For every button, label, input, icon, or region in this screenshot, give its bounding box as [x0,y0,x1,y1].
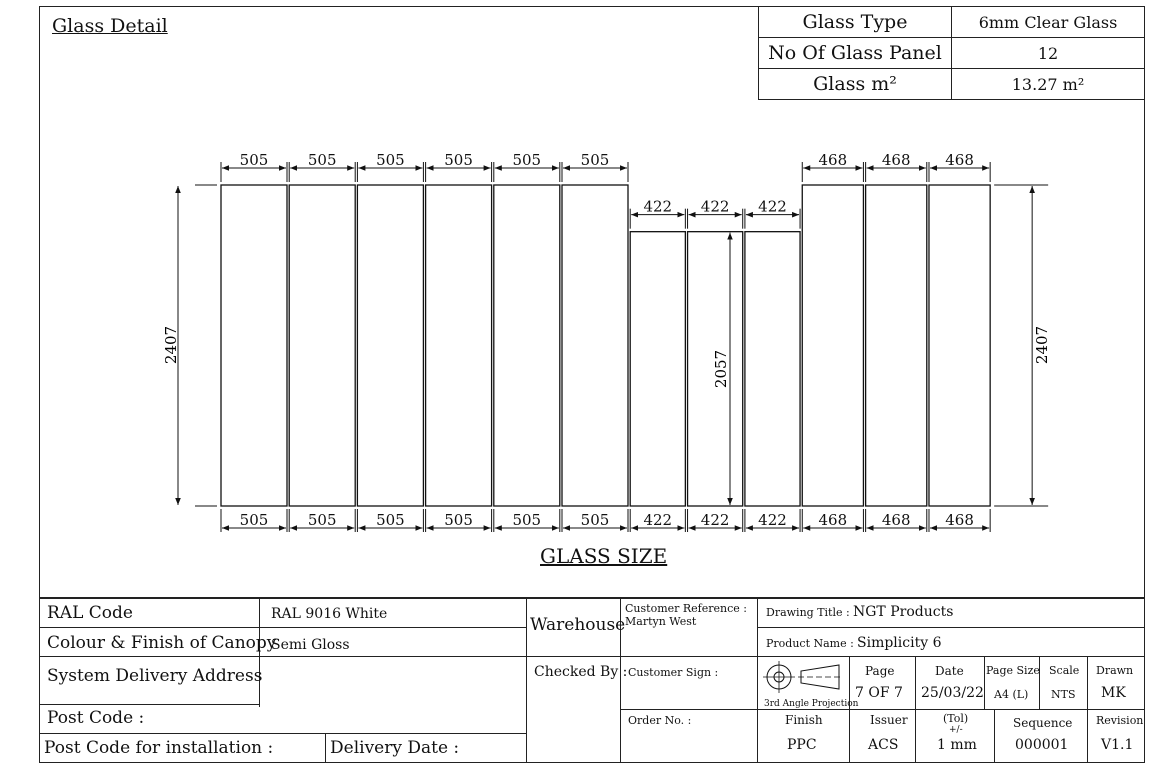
glass-panel-6 [562,185,628,506]
ral-code-label: RAL Code [47,603,133,623]
glass-panel-10 [802,185,863,506]
glass-panel-12 [929,185,990,506]
checked-by-label: Checked By : [534,664,628,680]
glass-area-value: 13.27 m² [952,69,1145,100]
glass-panel-1 [221,185,287,506]
scale-value: NTS [1051,688,1076,701]
ral-code-value: RAL 9016 White [271,606,388,622]
bottom-width-label-10: 468 [818,511,848,529]
tol-plus-minus: +/- [949,725,963,735]
glass-panel-11 [866,185,927,506]
top-width-label-3: 505 [376,151,405,169]
bottom-width-label-4: 505 [444,511,473,529]
top-width-label-5: 505 [512,151,542,169]
bottom-width-label-6: 505 [580,511,610,529]
panel-count-label: No Of Glass Panel [759,38,952,69]
bottom-width-label-7: 422 [643,511,673,529]
postcode-label: Post Code : [47,708,145,728]
finish-value: Semi Gloss [271,637,350,653]
drawn-value: MK [1101,685,1126,701]
sequence-label: Sequence [1013,716,1073,730]
bottom-width-label-9: 422 [758,511,787,529]
glass-panel-7 [630,232,685,506]
issuer-value: ACS [868,737,899,753]
glass-type-value: 6mm Clear Glass [952,7,1145,38]
revision-value: V1.1 [1101,737,1134,753]
date-value: 25/03/22 [921,685,984,701]
order-no-label: Order No. : [628,714,692,727]
projection-label: 3rd Angle Projection [764,699,859,709]
customer-ref-label: Customer Reference : [625,602,747,615]
drawn-label: Drawn [1096,664,1134,677]
page-size-label: Page Size [986,664,1040,677]
drawing-title-label: Drawing Title : [766,606,850,619]
panel-count-value: 12 [952,38,1145,69]
glass-panel-4 [426,185,492,506]
customer-sign-label: Customer Sign : [628,666,719,679]
top-width-label-10: 468 [818,151,848,169]
top-width-label-7: 422 [643,197,673,216]
drawing-heading: Glass Detail [52,15,168,37]
finish2-value: PPC [787,737,817,753]
customer-ref-value: Martyn West [625,615,697,628]
postcode-install-label: Post Code for installation : [44,738,274,758]
top-width-label-2: 505 [307,151,337,169]
revision-label: Revision [1096,714,1144,727]
glass-panel-9 [745,232,800,506]
top-width-label-6: 505 [580,151,610,169]
top-width-label-12: 468 [945,151,974,169]
mid-height-dim: 2057 [712,349,730,389]
bottom-width-label-2: 505 [307,511,337,529]
top-width-label-9: 422 [758,197,787,216]
date-label: Date [935,664,964,678]
bottom-width-label-12: 468 [945,511,974,529]
bottom-width-label-3: 505 [376,511,405,529]
glass-type-label: Glass Type [759,7,952,38]
right-height-dim: 2407 [1033,325,1051,365]
top-width-label-8: 422 [700,197,730,216]
title-block [39,597,1145,763]
scale-label: Scale [1049,664,1080,677]
issuer-label: Issuer [870,713,908,727]
bottom-width-label-5: 505 [512,511,542,529]
tol-value: 1 mm [937,737,977,753]
delivery-address-label: System Delivery Address [47,666,263,686]
page-size-value: A4 (L) [994,688,1029,701]
bottom-width-label-8: 422 [700,511,730,529]
glass-panel-2 [289,185,355,506]
top-width-label-1: 505 [239,151,269,169]
glass-size-caption: GLASS SIZE [540,544,668,568]
glass-panel-3 [357,185,423,506]
finish-label: Colour & Finish of Canopy [47,633,277,653]
drawing-title-value: NGT Products [853,604,954,620]
product-name-value: Simplicity 6 [857,635,942,651]
warehouse-label: Warehouse [530,615,626,635]
product-name-label: Product Name : [766,637,854,650]
finish2-label: Finish [785,713,823,727]
glass-area-label: Glass m² [759,69,952,100]
sequence-value: 000001 [1015,737,1069,753]
page-label: Page [865,664,895,678]
top-width-label-4: 505 [444,151,473,169]
bottom-width-label-11: 468 [881,511,911,529]
delivery-date-label: Delivery Date : [330,738,460,758]
top-width-label-11: 468 [881,151,911,169]
left-height-dim: 2407 [162,325,180,365]
page-value: 7 OF 7 [855,685,903,701]
tol-label: (Tol) [943,712,969,725]
glass-panel-5 [494,185,560,506]
bottom-width-label-1: 505 [239,511,269,529]
third-angle-projection-icon [761,660,847,694]
